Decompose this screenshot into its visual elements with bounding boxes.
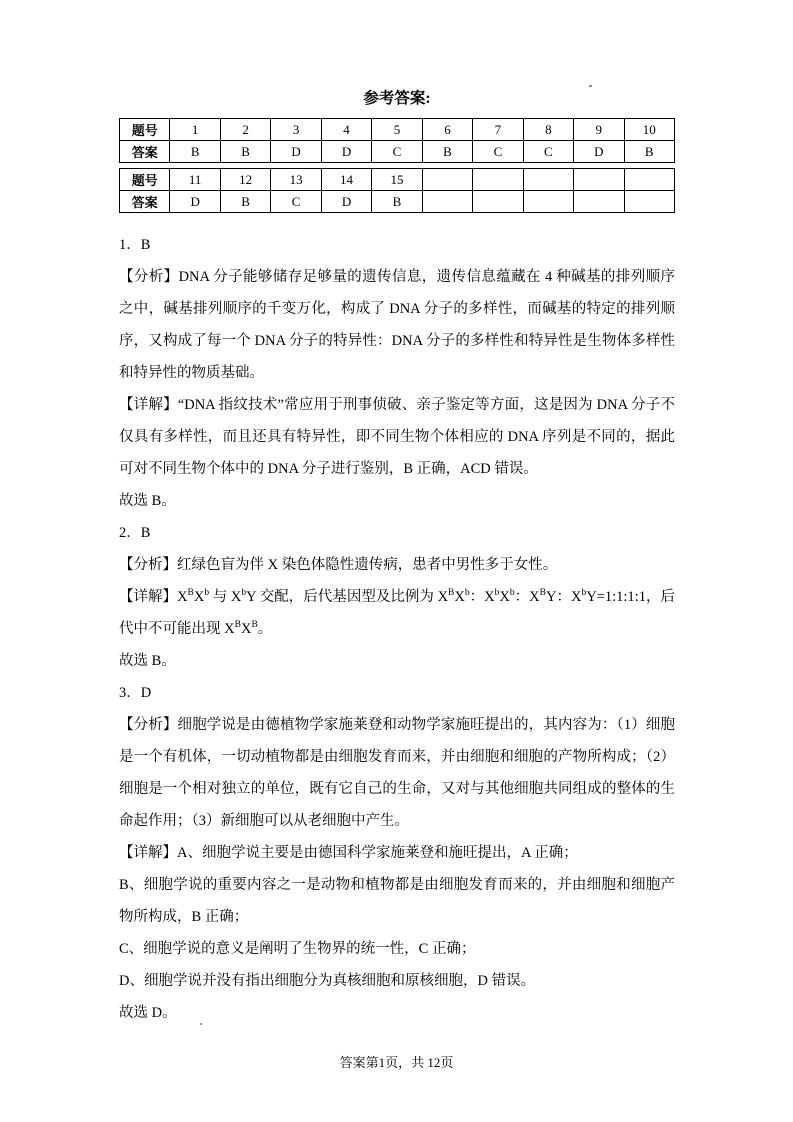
table-row	[120, 141, 675, 163]
question-number-cell: 5	[372, 119, 422, 141]
answer-letter-cell: C	[473, 141, 523, 163]
question-number-cell: 15	[372, 169, 422, 191]
question-number-cell: 6	[422, 119, 472, 141]
question-number-cell: 1	[170, 119, 220, 141]
question-number-cell	[422, 169, 472, 191]
page-content	[119, 0, 675, 1029]
answer-letter-cell	[624, 191, 674, 213]
question-number-cell	[523, 169, 573, 191]
answer-table-1	[119, 118, 675, 163]
row-header-cell: 题号	[120, 119, 170, 141]
question-number-cell: 14	[321, 169, 371, 191]
solution-heading: 1．B	[119, 237, 151, 253]
answer-tables	[119, 118, 675, 213]
question-number-cell: 11	[170, 169, 220, 191]
solution-paragraph: D、细胞学说并没有指出细胞分为真核细胞和原核细胞，D 错误。	[119, 973, 536, 989]
row-header-cell: 答案	[120, 191, 170, 213]
superscript: b	[494, 588, 500, 599]
solution-paragraph: B、细胞学说的重要内容之一是动物和植物都是由细胞发育而来的，并由细胞和细胞产物所构成，B 正确；	[119, 877, 675, 925]
answer-letter-cell: B	[624, 141, 674, 163]
solution-paragraph: C、细胞学说的意义是阐明了生物界的统一性，C 正确；	[119, 941, 476, 957]
row-header-cell: 答案	[120, 141, 170, 163]
superscript: B	[251, 620, 258, 631]
answer-letter-cell: D	[271, 141, 321, 163]
question-number-cell: 13	[271, 169, 321, 191]
superscript: B	[448, 588, 455, 599]
answer-table-2	[119, 168, 675, 213]
answer-letter-cell: C	[372, 141, 422, 163]
solution-paragraph: 【详解】“DNA 指纹技术”常应用于刑事侦破、亲子鉴定等方面，这是因为 DNA 分子不仅具有多样性，而且还具有特异性，即不同生物个体相应的 DNA 序列是不同的，据此可对不同生物个体中的 DNA 分子进行鉴别，B 正确，ACD 错误。	[119, 397, 675, 477]
solution-paragraph: 故选 B。	[119, 653, 176, 669]
answer-letter-cell: B	[220, 141, 270, 163]
answer-letter-cell: C	[271, 191, 321, 213]
answer-letter-cell: D	[321, 141, 371, 163]
answer-letter-cell: B	[372, 191, 422, 213]
superscript: B	[539, 588, 546, 599]
question-number-cell	[574, 169, 624, 191]
answer-letter-cell: D	[170, 191, 220, 213]
solution-paragraph: 【分析】细胞学说是由德植物学家施莱登和动物学家施旺提出的，其内容为：（1）细胞是一个有机体，一切动植物都是由细胞发育而来，并由细胞和细胞的产物所构成；（2）细胞是一个相对独立的单位，既有它自己的生命，又对与其他细胞共同组成的整体的生命起作用；（3）新细胞可以从老细胞中产生。	[119, 717, 675, 829]
superscript: B	[234, 620, 241, 631]
solution-3	[119, 677, 675, 1029]
answer-letter-cell: B	[170, 141, 220, 163]
solution-paragraph: 故选 D。	[119, 1005, 177, 1021]
table-row	[120, 119, 675, 141]
answer-letter-cell: B	[422, 141, 472, 163]
solution-paragraph: 【详解】$X^BX^b$ 与 $X^bY$ 交配，后代基因型及比例为 $X^BX^b$：$X^bX^b$：$X^BY$：$X^bY=1:1:1:1$，后代中不可能出现 $X^BX^B$。	[119, 588, 675, 637]
superscript: b	[204, 588, 210, 599]
solution-paragraph: 【分析】红绿色盲为伴 X 染色体隐性遗传病，患者中男性多于女性。	[119, 557, 558, 573]
solution-1	[119, 229, 675, 517]
question-number-cell: 4	[321, 119, 371, 141]
solution-heading: 3．D	[119, 685, 152, 701]
question-number-cell: 7	[473, 119, 523, 141]
question-number-cell: 12	[220, 169, 270, 191]
superscript: b	[581, 588, 587, 599]
answer-letter-cell	[422, 191, 472, 213]
row-header-cell: 题号	[120, 169, 170, 191]
table-row	[120, 191, 675, 213]
answer-letter-cell: B	[220, 191, 270, 213]
table-row	[120, 169, 675, 191]
answer-letter-cell	[523, 191, 573, 213]
solution-2	[119, 517, 675, 677]
answer-letter-cell: D	[574, 141, 624, 163]
question-number-cell: 2	[220, 119, 270, 141]
solution-heading: 2．B	[119, 525, 151, 541]
superscript: b	[509, 588, 515, 599]
solution-paragraph: 【详解】A、细胞学说主要是由德国科学家施莱登和施旺提出，A 正确；	[119, 845, 578, 861]
question-number-cell: 9	[574, 119, 624, 141]
answer-letter-cell	[473, 191, 523, 213]
solution-paragraph: 故选 B。	[119, 493, 176, 509]
superscript: B	[187, 588, 194, 599]
answer-letter-cell	[574, 191, 624, 213]
superscript: b	[464, 588, 470, 599]
page-footer: 答案第1页，共 12页	[339, 1055, 454, 1070]
solutions	[119, 229, 675, 1029]
question-number-cell	[473, 169, 523, 191]
solution-paragraph: 【分析】DNA 分子能够储存足够量的遗传信息，遗传信息蕴藏在 4 种碱基的排列顺序之中，碱基排列顺序的千变万化，构成了 DNA 分子的多样性，而碱基的特定的排列顺序，又构成了每一个 DNA 分子的特异性：DNA 分子的多样性和特异性是生物体多样性和特异性的物质基础。	[119, 269, 675, 381]
question-number-cell	[624, 169, 674, 191]
question-number-cell: 8	[523, 119, 573, 141]
superscript: b	[241, 588, 247, 599]
question-number-cell: 10	[624, 119, 674, 141]
answer-letter-cell: D	[321, 191, 371, 213]
question-number-cell: 3	[271, 119, 321, 141]
answer-letter-cell: C	[523, 141, 573, 163]
page-title: 参考答案:	[363, 90, 431, 107]
